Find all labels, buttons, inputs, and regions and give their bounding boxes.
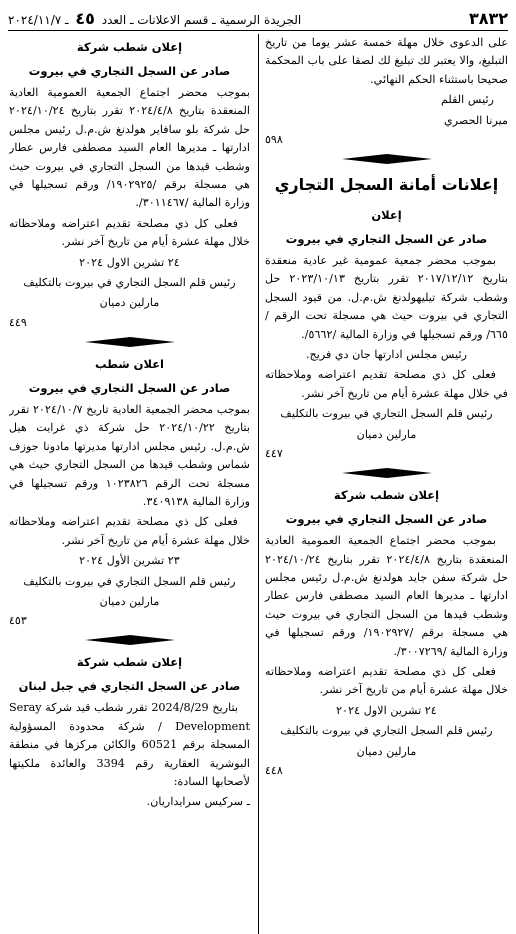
notice-signature-title: رئيس قلم السجل التجاري في بيروت بالتكليف bbox=[280, 407, 493, 421]
notice-number: ٤٤٨ bbox=[265, 763, 283, 777]
separator-ornament bbox=[9, 335, 250, 349]
header-title bbox=[8, 9, 301, 28]
notice-subtitle: صادر عن السجل التجاري في بيروت bbox=[285, 512, 488, 527]
notice-signature-name: مارلين دميان bbox=[356, 427, 417, 441]
notice-title: إعلان شطب شركة bbox=[76, 655, 183, 670]
separator-ornament bbox=[265, 152, 508, 166]
page-number: ٣٨٣٢ bbox=[468, 8, 508, 28]
notice-title: اعلان شطب bbox=[94, 356, 165, 371]
continued-paragraph: على الدعوى خلال مهلة خمسة عشر يوما من تاريخ التبليغ، والا يعتبر لك تبليغ لك لصقا على باب المحكمة صحيحا باستثناء الحكم النهائي. bbox=[265, 36, 508, 86]
notice-date: ٢٤ تشرين الاول ٢٠٢٤ bbox=[336, 703, 437, 717]
clerk-title: رئيس القلم bbox=[440, 93, 494, 107]
column-divider bbox=[258, 34, 259, 934]
notice-objection: فعلى كل ذي مصلحة تقديم اعتراضه وملاحظاته خلال مهلة عشرة أيام من تاريخ آخر نشر. bbox=[265, 664, 508, 697]
notice-line: رئيس مجلس ادارتها جان دي فريج. bbox=[305, 348, 468, 362]
issue-number: ٤٥ bbox=[75, 8, 95, 28]
page-header bbox=[8, 6, 508, 31]
notice-objection: فعلى كل ذي مصلحة تقديم اعتراضه وملاحظاته خلال مهلة عشرة أيام من تاريخ آخر نشر. bbox=[9, 515, 250, 547]
notice-signature-title: رئيس قلم السجل التجاري في بيروت بالتكليف bbox=[23, 276, 236, 290]
notice-signature-name: مارلين دميان bbox=[99, 594, 160, 608]
notice-line: ـ سركيس سرايداريان. bbox=[146, 795, 250, 809]
notice-body: بموجب محضر اجتماع الجمعية العمومية العادية المنعقدة بتاريخ ٢٠٢٤/٤/٨ تقرر بتاريخ ٢٠٢٤/١٠/٢٤ حل شركة سفن جايد هولدنغ ش.م.ل رئيس مجلس ادارتها ـ مديرها العام السيد مصطفى فارس عطار وشطب قيدها من السجل التجاري في بيروت حيث هي مسجلة برقم /١٩٠٢٩٢٧/ ورقم تسجيلها في وزارة المالية /٣٠٠٧٢٦٩/. bbox=[265, 534, 508, 658]
notice-body: بموجب محضر الجمعية العادية تاريخ ٢٠٢٤/١٠/٧ تقرر بتاريخ ٢٠٢٤/١٠/٢٢ حل شركة ذي غرايت هيل ش.م.ل. رئيس مجلس ادارتها مديرتها مادونا جوزف شماس وشطب قيدها من السجل التجاري حيث هي مسجلة تحت الرقم ١٠٢٣٨٢٦ ورقم تسجيلها في وزارة المالية ٣٤٠٩١٣٨. bbox=[9, 402, 250, 508]
notice-subtitle: صادر عن السجل التجاري في بيروت bbox=[285, 232, 488, 247]
clerk-name: ميرنا الحصري bbox=[444, 113, 508, 127]
notice-signature-name: مارلين دميان bbox=[99, 296, 160, 310]
header-title-text: الجريدة الرسمية ـ قسم الاعلانات ـ العدد bbox=[101, 12, 302, 27]
header-date: ـ ٢٠٢٤/١١/٧ bbox=[8, 12, 69, 27]
columns bbox=[8, 34, 508, 934]
notice-number: ٥٩٨ bbox=[265, 133, 283, 147]
notice-subtitle: صادر عن السجل التجاري في جبل لبنان bbox=[18, 679, 241, 694]
notice-subtitle: صادر عن السجل التجاري في بيروت bbox=[28, 380, 231, 395]
notice-signature-title: رئيس قلم السجل التجاري في بيروت بالتكليف bbox=[23, 574, 236, 588]
notice-signature-title: رئيس قلم السجل التجاري في بيروت بالتكليف bbox=[280, 724, 493, 738]
notice-date: ٢٤ تشرين الاول ٢٠٢٤ bbox=[79, 255, 180, 269]
left-column bbox=[9, 34, 258, 934]
notice-body: بموجب محضر اجتماع الجمعية العمومية العادية المنعقدة بتاريخ ٢٠٢٤/٤/٨ تقرر بتاريخ ٢٠٢٤/١٠/٢٤ حل شركة بلو سافاير هولدنغ ش.م.ل رئيس مجلس ادارتها ـ مديرها العام السيد مصطفى فارس عطار وشطب قيدها من السجل التجاري في بيروت حيث هي مسجلة برقم /١٩٠٢٩٢٥/ ورقم تسجيلها في وزارة المالية /٣٠١١٤٦٧/. bbox=[9, 86, 250, 210]
right-column bbox=[259, 34, 508, 934]
notice-title: إعلان شطب شركة bbox=[76, 40, 183, 54]
notice-objection: فعلى كل ذي مصلحة تقديم اعتراضه وملاحظاته خلال مهلة عشرة أيام من تاريخ آخر نشر. bbox=[9, 216, 250, 249]
section-title: إعلانات أمانة السجل التجاري bbox=[274, 175, 499, 195]
notice-subtitle: صادر عن السجل التجاري في بيروت bbox=[28, 64, 231, 78]
notice-number: ٤٥٣ bbox=[9, 614, 27, 628]
notice-objection: فعلى كل ذي مصلحة تقديم اعتراضه وملاحظاته في خلال مهلة عشرة أيام من تاريخ آخر نشر. bbox=[265, 368, 508, 400]
notice-number: ٤٤٩ bbox=[9, 315, 27, 329]
notice-date: ٢٣ تشرين الأول ٢٠٢٤ bbox=[79, 554, 180, 568]
notice-title: إعلان bbox=[371, 208, 402, 223]
notice-title: إعلان شطب شركة bbox=[333, 488, 440, 503]
separator-ornament bbox=[265, 466, 508, 480]
notice-signature-name: مارلين دميان bbox=[356, 744, 417, 758]
notice-body: بتاريخ 2024/8/29 تقرر شطب قيد شركة Seray Development / شركة محدودة المسؤولية المسجلة برقم 60521 والكائن مركزها في منطقة البوشرية العقارية رقم 3394 والعائدة ملكيتها لأصحابها السادة: bbox=[9, 701, 250, 788]
separator-ornament bbox=[9, 633, 250, 647]
notice-number: ٤٤٧ bbox=[265, 447, 283, 461]
notice-body: بموجب محضر جمعية عمومية غير عادية منعقدة بتاريخ ٢٠١٧/١٢/١٢ تقرر بتاريخ ٢٠٢٣/١٠/١٣ حل وشطب شركة تيليهولدنغ ش.م.ل. من قيود السجل التجاري في بيروت حيث هي مسجلة تحت الرقم /٦٦٥/ ورقم تسجيلها في وزارة المالية /٥٦٦٢/. bbox=[265, 254, 508, 341]
